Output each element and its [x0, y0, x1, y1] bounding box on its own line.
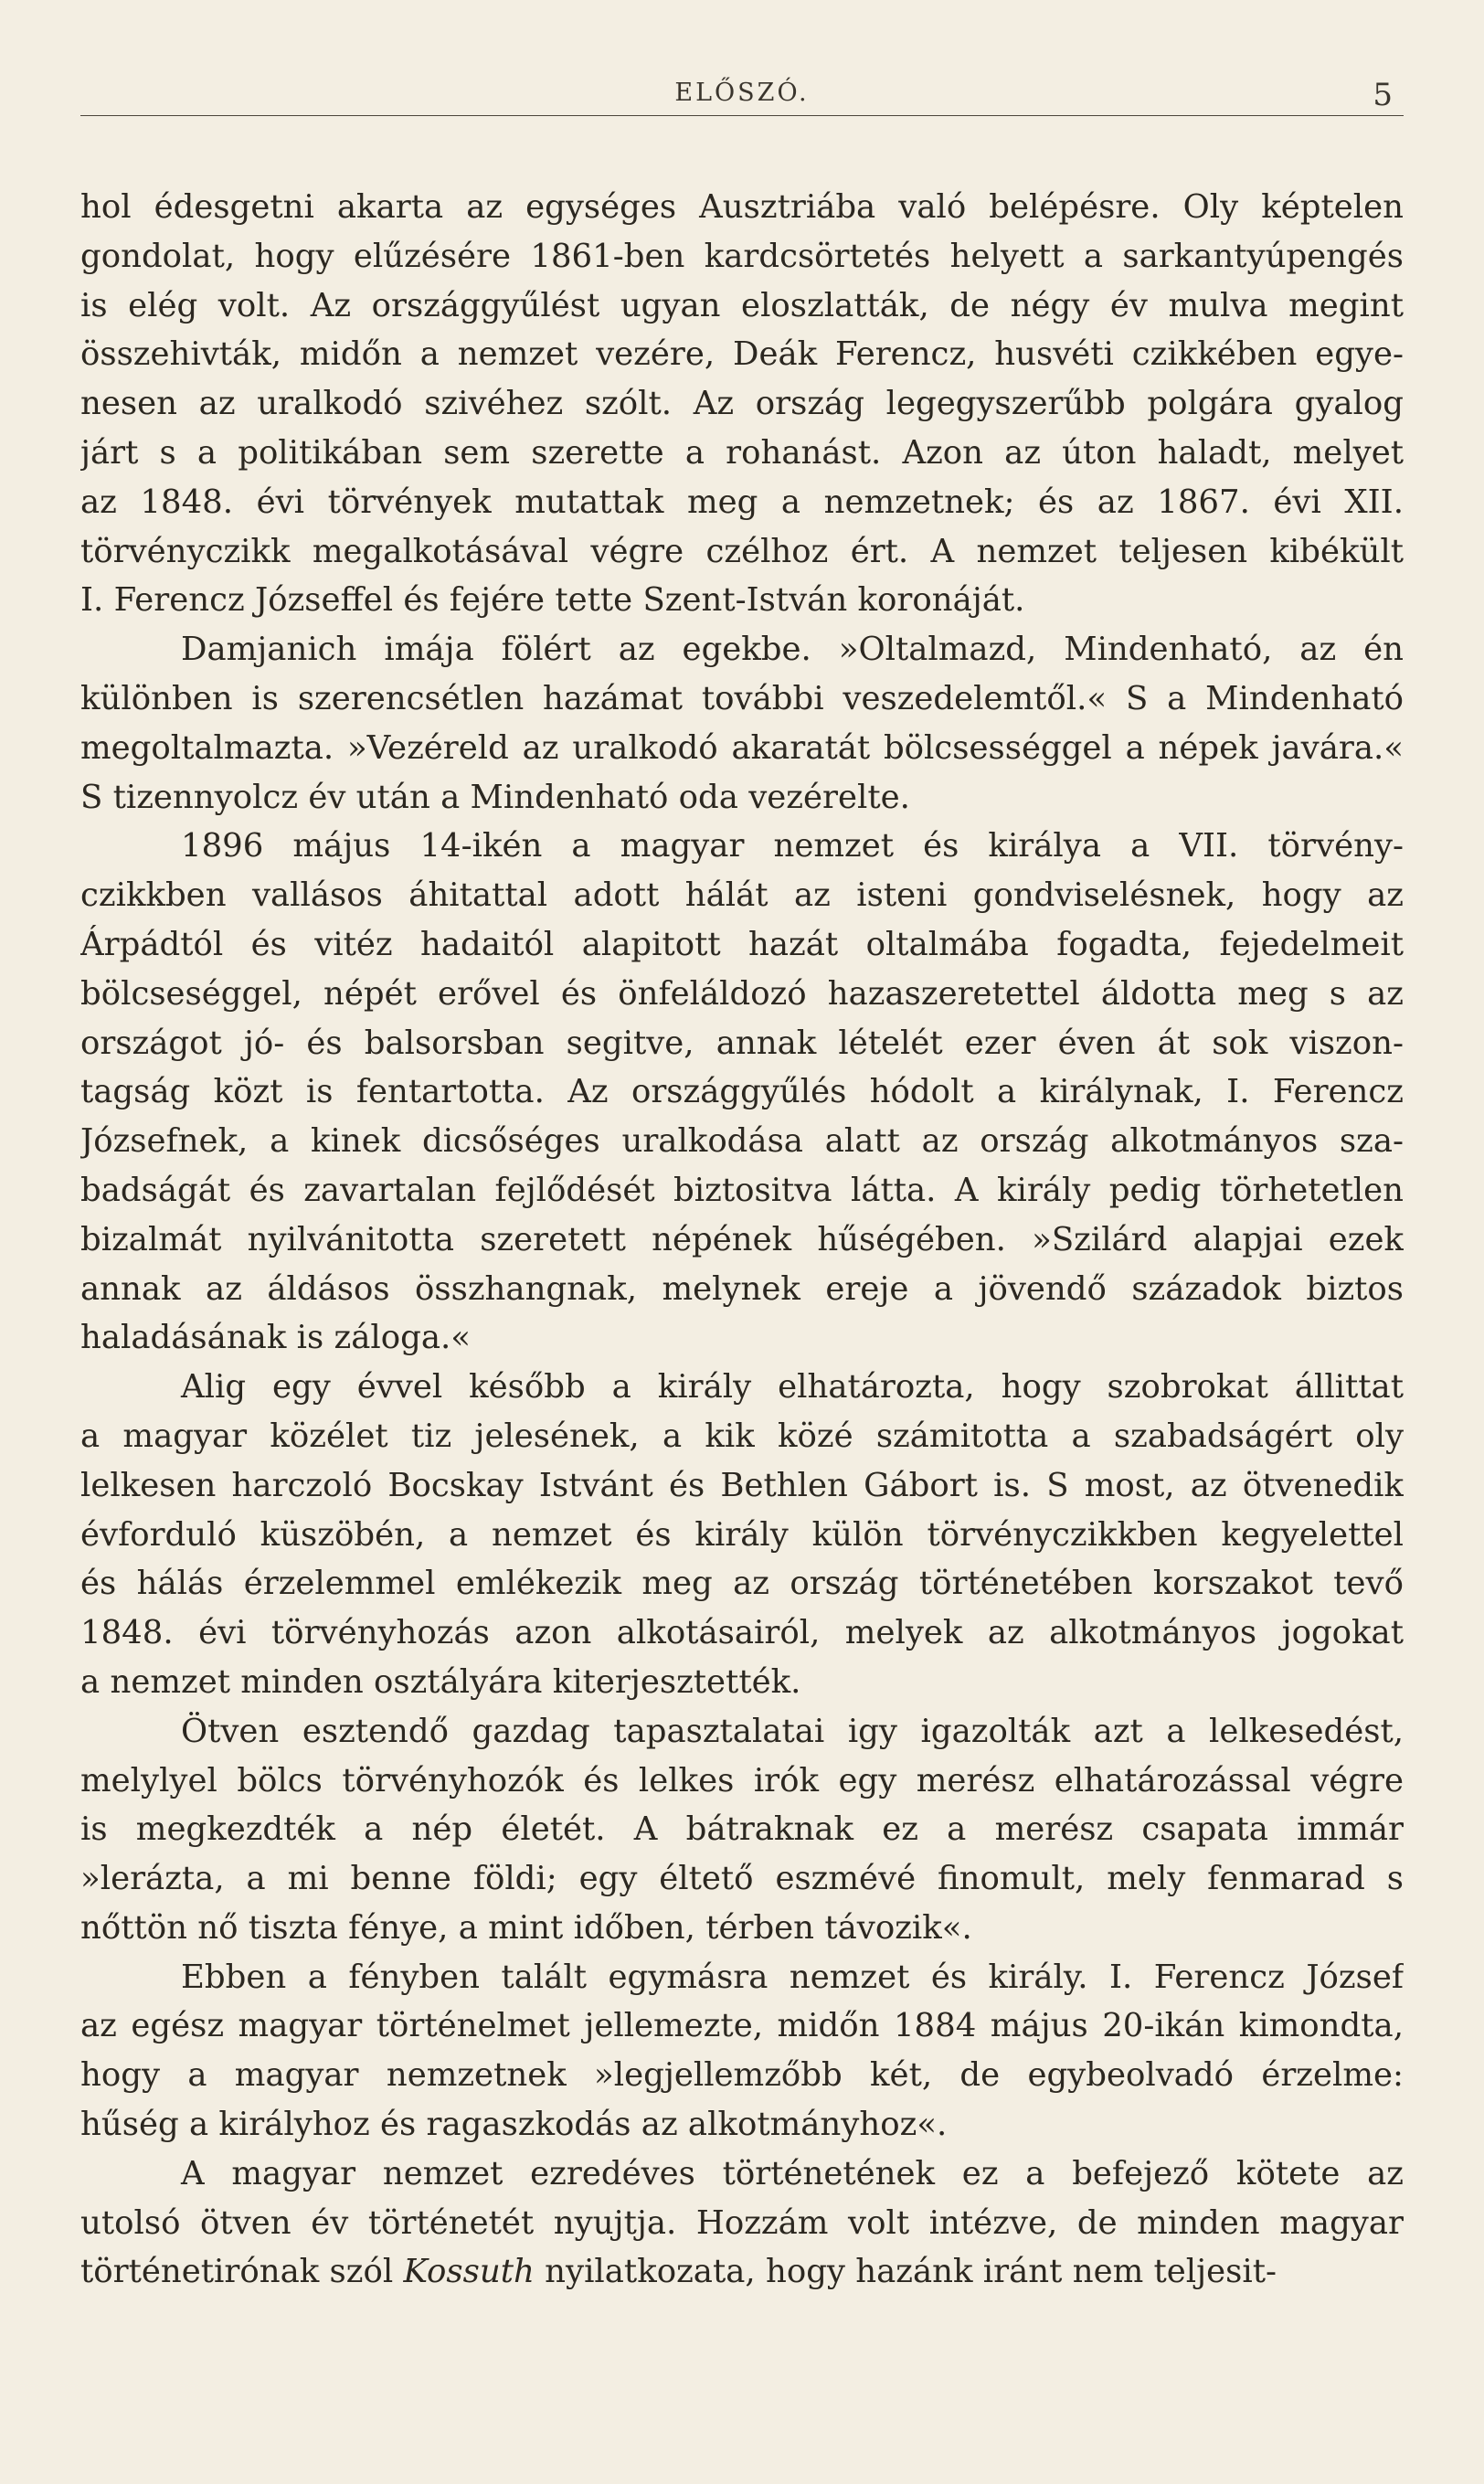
text-line: Ebben a fényben talált egymásra nemzet és király. I. Ferencz József	[181, 1958, 1404, 1996]
text-line: tagság közt is fentartotta. Az országgyűlés hódolt a királynak, I. Ferencz	[80, 1073, 1404, 1111]
text-line-final	[80, 2247, 1404, 2297]
text-line: nesen az uralkodó szivéhez szólt. Az ország legegyszerűbb polgára gyalog	[80, 385, 1404, 423]
body-text	[80, 183, 1404, 2297]
author-name-kossuth: Kossuth	[403, 2253, 535, 2291]
page-number: 5	[1373, 77, 1393, 113]
text-line: az egész magyar történelmet jellemezte, midőn 1884 május 20-ikán kimondta,	[80, 2007, 1404, 2045]
text-line: hűség a királyhoz és ragaszkodás az alkotmányhoz«.	[80, 2106, 948, 2144]
final-line-before: történetirónak szól	[80, 2253, 404, 2291]
text-line: Árpádtól és vitéz hadaitól alapitott hazát oltalmába fogadta, fejedelmeit	[80, 925, 1404, 963]
text-line: is elég volt. Az országgyűlést ugyan eloszlatták, de négy év mulva megint	[80, 286, 1404, 324]
text-line: S tizennyolcz év után a Mindenható oda vezérelte.	[80, 778, 910, 816]
running-title: ELŐSZÓ.	[674, 79, 810, 107]
text-line: annak az áldásos összhangnak, melynek ereje a jövendő századok biztos	[80, 1269, 1404, 1308]
text-line: országot jó- és balsorsban segitve, annak lételét ezer éven át sok viszon-	[80, 1024, 1404, 1062]
text-line: bizalmát nyilvánitotta szeretett népének hűségében. »Szilárd alapjai ezek	[80, 1220, 1404, 1258]
text-line: Ötven esztendő gazdag tapasztalatai igy igazolták azt a lelkesedést,	[181, 1712, 1404, 1750]
text-line: járt s a politikában sem szerette a rohanást. Azon az úton haladt, melyet	[80, 433, 1404, 472]
text-line: az 1848. évi törvények mutattak meg a nemzetnek; és az 1867. évi XII.	[80, 483, 1404, 521]
text-line: különben is szerencsétlen hazámat további veszedelemtől.« S a Mindenható	[80, 679, 1404, 717]
text-line: badságát és zavartalan fejlődését biztositva látta. A király pedig törhetetlen	[80, 1171, 1404, 1209]
text-line: czikkben vallásos áhitattal adott hálát az isteni gondviselésnek, hogy az	[80, 876, 1404, 915]
text-line: és hálás érzelemmel emlékezik meg az ország történetében korszakot tevő	[80, 1565, 1404, 1603]
text-line: a magyar közélet tiz jelesének, a kik közé számitotta a szabadságért oly	[80, 1417, 1404, 1455]
text-line: A magyar nemzet ezredéves történetének ez a befejező kötete az	[181, 2154, 1404, 2192]
text-line: Józsefnek, a kinek dicsőséges uralkodása alatt az ország alkotmányos sza-	[80, 1122, 1404, 1161]
text-line: »lerázta, a mi benne földi; egy éltető eszmévé finomult, mely fenmarad s	[80, 1860, 1404, 1898]
text-line: melylyel bölcs törvényhozók és lelkes irók egy merész elhatározással végre	[80, 1761, 1404, 1799]
text-line: I. Ferencz Józseffel és fejére tette Szent-István koronáját.	[80, 581, 1025, 620]
text-line: bölcseséggel, népét erővel és önfeláldozó hazaszeretettel áldotta meg s az	[80, 974, 1404, 1013]
text-line: is megkezdték a nép életét. A bátraknak ez a merész csapata immár	[80, 1810, 1404, 1849]
text-line: hol édesgetni akarta az egységes Ausztriába való belépésre. Oly képtelen	[80, 188, 1404, 226]
text-line: Alig egy évvel később a király elhatározta, hogy szobrokat állittat	[181, 1368, 1404, 1407]
text-line: lelkesen harczoló Bocskay Istvánt és Bethlen Gábort is. S most, az ötvenedik	[80, 1466, 1404, 1504]
text-line: 1896 május 14-ikén a magyar nemzet és királya a VII. törvény-	[181, 827, 1404, 865]
text-line: 1848. évi törvényhozás azon alkotásairól, melyek az alkotmányos jogokat	[80, 1614, 1404, 1652]
text-line: haladásának is záloga.«	[80, 1319, 471, 1357]
final-line-after: nyilatkozata, hogy hazánk iránt nem teljesit-	[534, 2253, 1277, 2291]
text-line: utolsó ötven év történetét nyujtja. Hozzám volt intézve, de minden magyar	[80, 2203, 1404, 2242]
text-line: hogy a magyar nemzetnek »legjellemzőbb két, de egybeolvadó érzelme:	[80, 2056, 1404, 2095]
text-line: évforduló küszöbén, a nemzet és király külön törvényczikkben kegyelettel	[80, 1515, 1404, 1554]
page-header	[80, 79, 1404, 116]
text-line: megoltalmazta. »Vezéreld az uralkodó akaratát bölcsességgel a népek javára.«	[80, 728, 1404, 767]
text-line: nőttön nő tiszta fénye, a mint időben, térben távozik«.	[80, 1908, 972, 1947]
text-line: Damjanich imája fölért az egekbe. »Oltalmazd, Mindenható, az én	[181, 631, 1404, 669]
text-line: törvényczikk megalkotásával végre czélhoz ért. A nemzet teljesen kibékült	[80, 532, 1404, 570]
text-line: összehivták, midőn a nemzet vezére, Deák Ferencz, husvéti czikkében egye-	[80, 335, 1404, 374]
text-line: a nemzet minden osztályára kiterjesztették.	[80, 1662, 801, 1701]
text-line: gondolat, hogy elűzésére 1861-ben kardcsörtetés helyett a sarkantyúpengés	[80, 237, 1404, 275]
